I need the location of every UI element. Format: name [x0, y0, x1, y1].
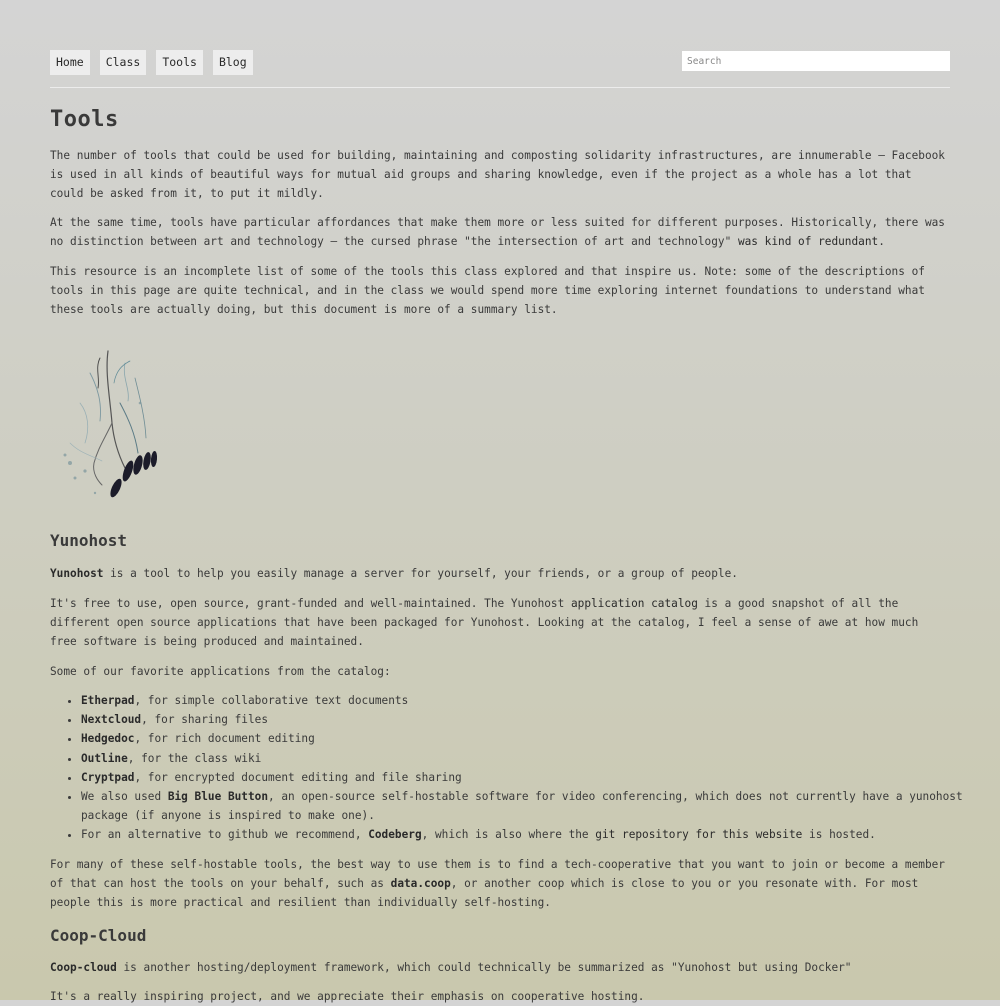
hedgedoc-link[interactable]: Hedgedoc [81, 732, 135, 746]
codeberg-link[interactable]: Codeberg [368, 828, 422, 842]
big-blue-button-link[interactable]: Big Blue Button [167, 790, 269, 804]
nav-links [50, 50, 253, 75]
yunohost-p2-a: It's free to use, open source, grant-funded and well-maintained. The Yunohost [50, 597, 571, 610]
intro-paragraph-3: This resource is an incomplete list of some of the tools this class explored and that inspire us. Note: some of the descriptions of tools in this page are quite technical, and in the class we would spend more time exploring internet foundations to understand what these tools are actually doing, but this document is more of a summary list. [50, 265, 925, 317]
bbb-text-b: , an open-source self-hostable software for video conferencing, which does not currently have a yunohost package (if anyone is inspired to make one). [81, 790, 963, 823]
list-item [81, 825, 981, 844]
favorite-apps-list [50, 691, 981, 845]
coop-cloud-heading: Coop-Cloud [50, 926, 147, 945]
nav-home[interactable]: Home [50, 50, 90, 75]
intro-2-text: At the same time, tools have particular affordances that make them more or less suited for different purposes. Historically, there was no distinction between art and technology – the cursed phrase "the intersection of art and technology" [50, 216, 945, 249]
list-item [81, 768, 981, 787]
list-item [81, 710, 981, 729]
yunohost-p4-a: For many of these self-hostable tools, the best way to use them is to find a tech-cooperative that you want to join or become a member of that can host the tools on your behalf, such as [50, 858, 945, 891]
list-item [81, 729, 981, 748]
top-nav [50, 0, 950, 88]
list-item-text: , for simple collaborative text documents [134, 694, 409, 707]
list-item-text: , for sharing files [141, 713, 269, 727]
intro-paragraph-1: The number of tools that could be used for building, maintaining and composting solidarity infrastructures, are innumerable – Facebook is used in all kinds of beautiful ways for mutual aid groups and sharing knowledge, even if the project as a whole has a lot that could be asked from it, to put it mildly. [50, 149, 945, 201]
redundant-link[interactable]: was kind of redundant [737, 235, 879, 249]
bbb-text-a: We also used [81, 790, 168, 804]
nextcloud-link[interactable]: Nextcloud [81, 713, 142, 727]
git-repository-link[interactable]: git repository for this website [595, 828, 803, 842]
ink-drawing-image [50, 343, 160, 505]
cryptpad-link[interactable]: Cryptpad [81, 770, 135, 784]
list-item [81, 691, 981, 710]
page-title: Tools [50, 107, 119, 132]
data-coop-link[interactable]: data.coop [390, 877, 451, 891]
yunohost-p1-rest: is a tool to help you easily manage a server for yourself, your friends, or a group of people. [103, 567, 738, 580]
search-input[interactable] [682, 51, 950, 71]
codeberg-text-a: For an alternative to github we recommend, [81, 828, 369, 842]
yunohost-p2-b: is a good snapshot of all the different open source applications that have been packaged for Yunohost. Looking at the catalog, I feel a sense of awe at how much free software is being produced and maintained. [50, 597, 919, 649]
list-item-text: , for the class wiki [127, 751, 262, 765]
list-item [81, 787, 981, 825]
coop-cloud-paragraph-2: It's a really inspiring project, and we appreciate their emphasis on cooperative hosting. [50, 990, 645, 1003]
codeberg-text-b: , which is also where the [421, 828, 596, 842]
list-item-text: , for encrypted document editing and file sharing [134, 770, 462, 784]
nav-class[interactable]: Class [100, 50, 147, 75]
nav-blog[interactable]: Blog [213, 50, 253, 75]
intro-paragraph-2 [50, 213, 950, 251]
outline-link[interactable]: Outline [81, 751, 128, 765]
etherpad-link[interactable]: Etherpad [81, 694, 135, 707]
yunohost-paragraph-1 [50, 564, 950, 583]
yunohost-paragraph-3: Some of our favorite applications from the catalog: [50, 665, 391, 678]
nav-tools[interactable]: Tools [156, 50, 203, 75]
intro-2-end: . [878, 235, 885, 249]
yunohost-bold: Yunohost [50, 567, 104, 580]
list-item-text: , for rich document editing [134, 732, 315, 746]
yunohost-paragraph-4 [50, 855, 950, 913]
yunohost-paragraph-2 [50, 594, 950, 652]
page [50, 0, 963, 1003]
coop-cloud-paragraph-1 [50, 958, 950, 977]
yunohost-p4-b: , or another coop which is close to you or you resonate with. For most people this is more practical and resilient than individually self-hosting. [50, 877, 919, 910]
coop-cloud-link[interactable]: Coop-cloud [50, 961, 117, 974]
yunohost-heading: Yunohost [50, 531, 128, 550]
list-item [81, 749, 981, 768]
codeberg-text-c: is hosted. [802, 828, 876, 842]
coop-cloud-p1-rest: is another hosting/deployment framework, which could technically be summarized as "Yunohost but using Docker" [116, 961, 852, 974]
application-catalog-link[interactable]: application catalog [570, 597, 698, 610]
